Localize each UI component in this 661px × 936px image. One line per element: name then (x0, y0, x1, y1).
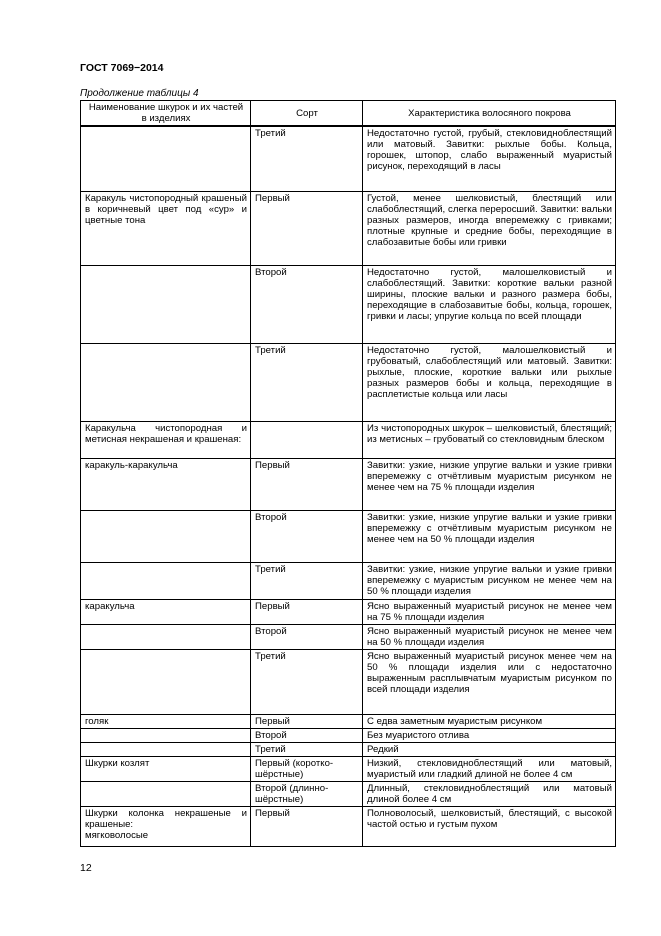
cell-characteristic: Завитки: узкие, низкие упругие вальки и узкие гривки вперемежку с муаристым рисунком не менее чем на 50 % площади изделия (363, 562, 616, 599)
table-row (81, 756, 616, 781)
cell-characteristic: Ясно выраженный муаристый рисунок не менее чем на 50 % площади изделия (363, 624, 616, 649)
cell-name: Каракуль чистопородный крашеный в коричневый цвет под «сур» и цветные тона (81, 191, 251, 265)
cell-grade: Первый (251, 714, 363, 728)
cell-grade (251, 421, 363, 458)
cell-characteristic: Недостаточно густой, грубый, стекловидноблестящий или матовый. Завитки: рыхлые бобы. Кольца, горошек, штопор, слабо выраженный муаристый рисунок, переходящий в ласы (363, 126, 616, 191)
cell-name: Шкурки колонка некрашеные и крашеные: мягковолосые (81, 806, 251, 846)
table-row (81, 421, 616, 458)
table-header-row (81, 101, 616, 127)
cell-characteristic: Длинный, стекловидноблестящий или матовый длиной более 4 см (363, 781, 616, 806)
table-row (81, 126, 616, 191)
cell-name (81, 649, 251, 714)
cell-grade: Второй (251, 510, 363, 562)
cell-name (81, 265, 251, 343)
cell-grade: Второй (251, 265, 363, 343)
cell-grade: Второй (251, 728, 363, 742)
table-row (81, 191, 616, 265)
cell-name (81, 510, 251, 562)
cell-name (81, 742, 251, 756)
cell-grade: Первый (251, 191, 363, 265)
cell-characteristic: Густой, менее шелковистый, блестящий или слабоблестящий, слегка переросший. Завитки: вальки разных размеров, иногда вперемежку с гривками; плотные крупные и средние бобы, переходящие в слабозавитые бобы или гривки (363, 191, 616, 265)
cell-characteristic: Ясно выраженный муаристый рисунок менее чем на 50 % площади изделия или с недостаточно выраженным расплывчатым муаристым рисунком по всей площади изделия (363, 649, 616, 714)
table-caption: Продолжение таблицы 4 (80, 88, 199, 99)
cell-name: Каракульча чистопородная и метисная некрашеная и крашеная: (81, 421, 251, 458)
table-row (81, 624, 616, 649)
cell-grade: Первый (251, 599, 363, 624)
cell-characteristic: Недостаточно густой, малошелковистый и слабоблестящий. Завитки: короткие вальки разной ширины, плоские вальки и разного размера бобы, переходящие в слабозавитые бобы, кольца, горошек, гривки и ласы; упругие кольца по всей площади (363, 265, 616, 343)
table-row (81, 510, 616, 562)
table-row (81, 714, 616, 728)
cell-name: каракульча (81, 599, 251, 624)
cell-grade: Третий (251, 126, 363, 191)
table-row (81, 599, 616, 624)
cell-characteristic: Завитки: узкие, низкие упругие вальки и узкие гривки вперемежку с отчётливым муаристым рисунком не менее чем на 50 % площади изделия (363, 510, 616, 562)
table-row (81, 562, 616, 599)
document-code: ГОСТ 7069−2014 (80, 62, 164, 74)
cell-grade: Третий (251, 562, 363, 599)
cell-name: Шкурки козлят (81, 756, 251, 781)
cell-characteristic: Завитки: узкие, низкие упругие вальки и узкие гривки вперемежку с отчётливым муаристым рисунком не менее чем на 75 % площади изделия (363, 458, 616, 510)
cell-characteristic: Редкий (363, 742, 616, 756)
cell-name (81, 624, 251, 649)
column-header-characteristic: Характеристика волосяного покрова (363, 101, 616, 127)
cell-characteristic: Полноволосый, шелковистый, блестящий, с высокой частой остью и густым пухом (363, 806, 616, 846)
table-row (81, 806, 616, 846)
page-number: 12 (80, 862, 92, 874)
table-row (81, 649, 616, 714)
cell-characteristic: Недостаточно густой, малошелковистый и грубоватый, слабоблестящий или матовый. Завитки: рыхлые, плоские, короткие вальки или рыхлые разных размеров бобы и кольца, переходящие в расплетистые кольца или ласы (363, 343, 616, 421)
cell-grade: Первый (короткошёрстные) (251, 756, 363, 781)
cell-name (81, 343, 251, 421)
cell-grade: Третий (251, 649, 363, 714)
cell-grade: Третий (251, 742, 363, 756)
table-row (81, 728, 616, 742)
column-header-name: Наименование шкурок и их частей в изделиях (81, 101, 251, 127)
table-row (81, 458, 616, 510)
cell-grade: Третий (251, 343, 363, 421)
cell-characteristic: Без муаристого отлива (363, 728, 616, 742)
cell-grade: Второй (длинношёрстные) (251, 781, 363, 806)
table-row (81, 742, 616, 756)
cell-grade: Второй (251, 624, 363, 649)
table-row (81, 265, 616, 343)
cell-name (81, 126, 251, 191)
cell-characteristic: Низкий, стекловидноблестящий или матовый, муаристый или гладкий длиной не более 4 см (363, 756, 616, 781)
table-body (81, 126, 616, 846)
cell-name: голяк (81, 714, 251, 728)
cell-name (81, 781, 251, 806)
cell-characteristic: С едва заметным муаристым рисунком (363, 714, 616, 728)
cell-characteristic: Ясно выраженный муаристый рисунок не менее чем на 75 % площади изделия (363, 599, 616, 624)
cell-grade: Первый (251, 806, 363, 846)
table-row (81, 343, 616, 421)
cell-name: каракуль-каракульча (81, 458, 251, 510)
cell-name (81, 728, 251, 742)
column-header-grade: Сорт (251, 101, 363, 127)
cell-name (81, 562, 251, 599)
characteristics-table (80, 100, 616, 847)
cell-characteristic: Из чистопородных шкурок – шелковистый, блестящий; из метисных – грубоватый со стекловидным блеском (363, 421, 616, 458)
cell-grade: Первый (251, 458, 363, 510)
table-row (81, 781, 616, 806)
